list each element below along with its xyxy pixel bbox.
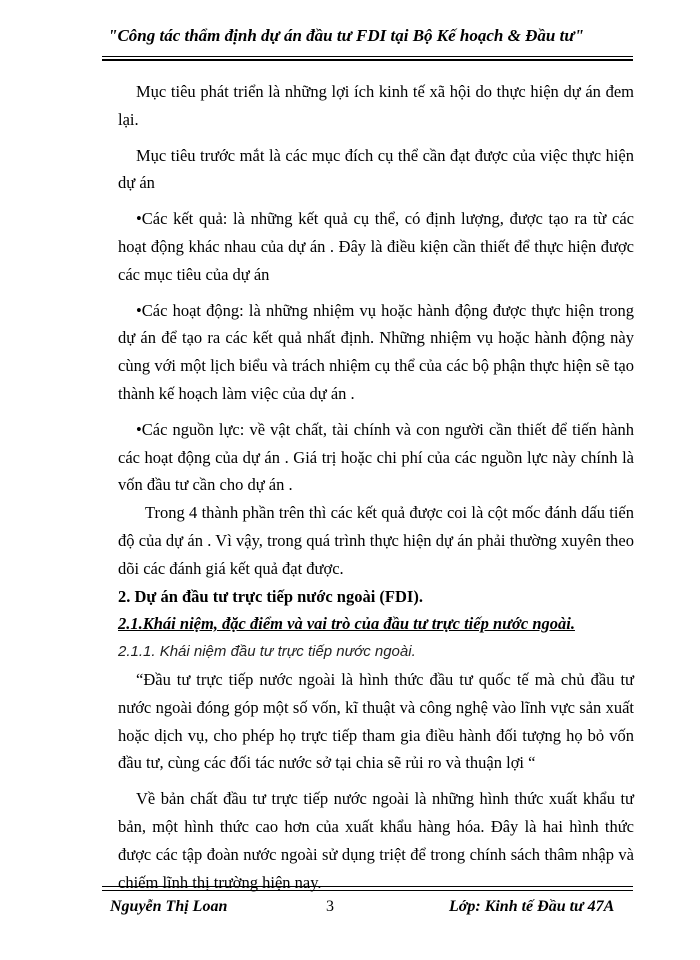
- bullet-activities: • Các hoạt động: là những nhiệm vụ hoặc hành động được thực hiện trong dự án để tạo ra các kết quả nhất định. Những nhiệm vụ hoặc hành động này cùng với một lịch biểu và trách nhiệm cụ thể của các bộ phận thực hiện sẽ tạo thành kế hoạch làm việc của dự án .: [118, 297, 634, 408]
- header-rule: [102, 56, 633, 61]
- paragraph-milestones: Trong 4 thành phần trên thì các kết quả được coi là cột mốc đánh dấu tiến độ của dự án . Vì vậy, trong quá trình thực hiện dự án phải thường xuyên theo dõi các đánh giá kết quả đạt được.: [118, 503, 634, 578]
- footer-page-number: 3: [326, 898, 334, 915]
- bullet-resources: • Các nguồn lực: về vật chất, tài chính và con người cần thiết để tiến hành các hoạt động của dự án . Giá trị hoặc chi phí của các nguồn lực này chính là vốn đầu tư cần cho dự án .: [118, 416, 634, 499]
- paragraph-fdi-nature: Về bản chất đầu tư trực tiếp nước ngoài là những hình thức xuất khẩu tư bản, một hình thức cao hơn của xuất khẩu hàng hóa. Đây là hai hình thức được các tập đoàn nước ngoài sử dụng triệt để trong chính sách thâm nhập và chiếm lĩnh thị trường hiện nay.: [118, 789, 634, 892]
- section-heading-fdi: 2. Dự án đầu tư trực tiếp nước ngoài (FDI).: [118, 586, 423, 606]
- paragraph-fdi-definition: “Đầu tư trực tiếp nước ngoài là hình thức đầu tư quốc tế mà chủ đầu tư nước ngoài đóng góp một số vốn, kĩ thuật và công nghệ vào lĩnh vực sản xuất hoặc dịch vụ, cho phép họ trực tiếp tham gia điều hành đối tượng họ bỏ vốn đầu tư, cùng các đối tác nước sở tại chia sẽ rủi ro và thuận lợi “: [118, 669, 634, 773]
- paragraph-development-goal: Mục tiêu phát triển là những lợi ích kinh tế xã hội do thực hiện dự án đem lại.: [118, 82, 634, 129]
- subsubsection-heading-definition: 2.1.1. Khái niệm đầu tư trực tiếp nước ngoài.: [118, 643, 416, 661]
- bullet-results: • Các kết quả: là những kết quả cụ thể, có định lượng, được tạo ra từ các hoạt động khác nhau của dự án . Đây là điều kiện cần thiết để thực hiện được các mục tiêu của dự án: [118, 205, 634, 288]
- subsection-heading-concept: 2.1.Khái niệm, đặc điểm và vai trò của đầu tư trực tiếp nước ngoài.: [118, 614, 575, 634]
- page-body: [118, 78, 634, 896]
- page-header-title: "Công tác thẩm định dự án đầu tư FDI tại Bộ Kế hoạch & Đầu tư": [108, 26, 584, 45]
- footer-class: Lớp: Kinh tế Đầu tư 47A: [449, 898, 615, 915]
- paragraph-immediate-goal: Mục tiêu trước mắt là các mục đích cụ thể cần đạt được của việc thực hiện dự án: [118, 145, 634, 193]
- footer-rule: [102, 886, 633, 891]
- footer-author: Nguyễn Thị Loan: [110, 898, 228, 915]
